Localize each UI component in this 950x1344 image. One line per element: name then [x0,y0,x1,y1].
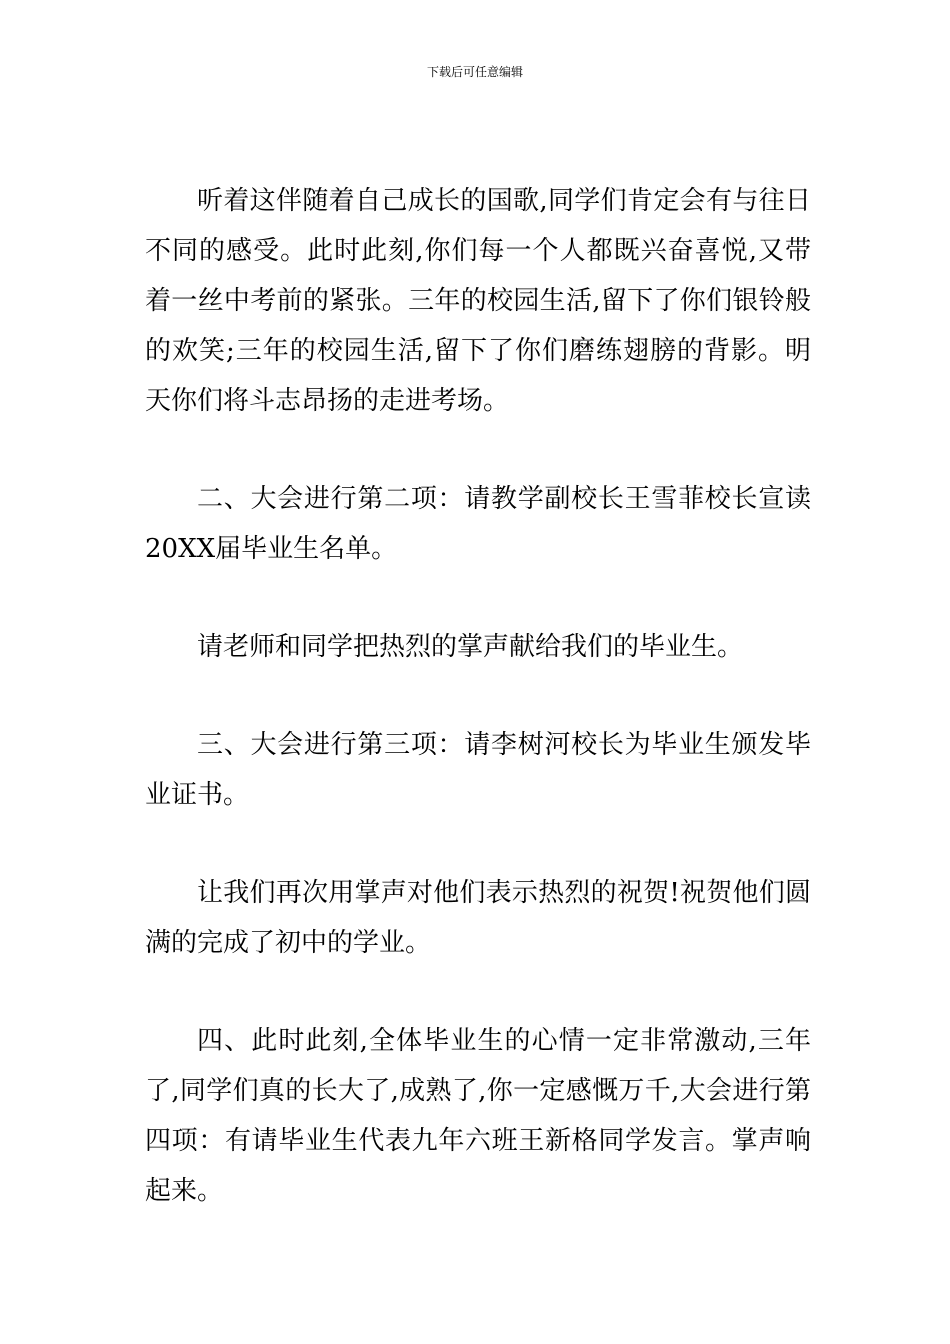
paragraph-item-two: 二、大会进行第二项：请教学副校长王雪菲校长宣读20XX届毕业生名单。 [145,484,811,564]
page-header: 下载后可任意编辑 [426,65,523,79]
paragraph-item-four: 四、此时此刻,全体毕业生的心情一定非常激动,三年了,同学们真的长大了,成熟了,你一定感慨万千,大会进行第四项：有请毕业生代表九年六班王新格同学发言。掌声响起来。 [145,1026,811,1206]
paragraph-applause: 请老师和同学把热烈的掌声献给我们的毕业生。 [197,632,744,662]
paragraph-congratulations: 让我们再次用掌声对他们表示热烈的祝贺!祝贺他们圆满的完成了初中的学业。 [145,878,811,958]
paragraph-anthem: 听着这伴随着自己成长的国歌,同学们肯定会有与往日不同的感受。此时此刻,你们每一个人都既兴奋喜悦,又带着一丝中考前的紧张。三年的校园生活,留下了你们银铃般的欢笑;三年的校园生活,留下了你们磨练翅膀的背影。明天你们将斗志昂扬的走进考场。 [145,186,811,416]
paragraph-item-three: 三、大会进行第三项：请李树河校长为毕业生颁发毕业证书。 [145,730,811,810]
document-body [145,176,811,1216]
